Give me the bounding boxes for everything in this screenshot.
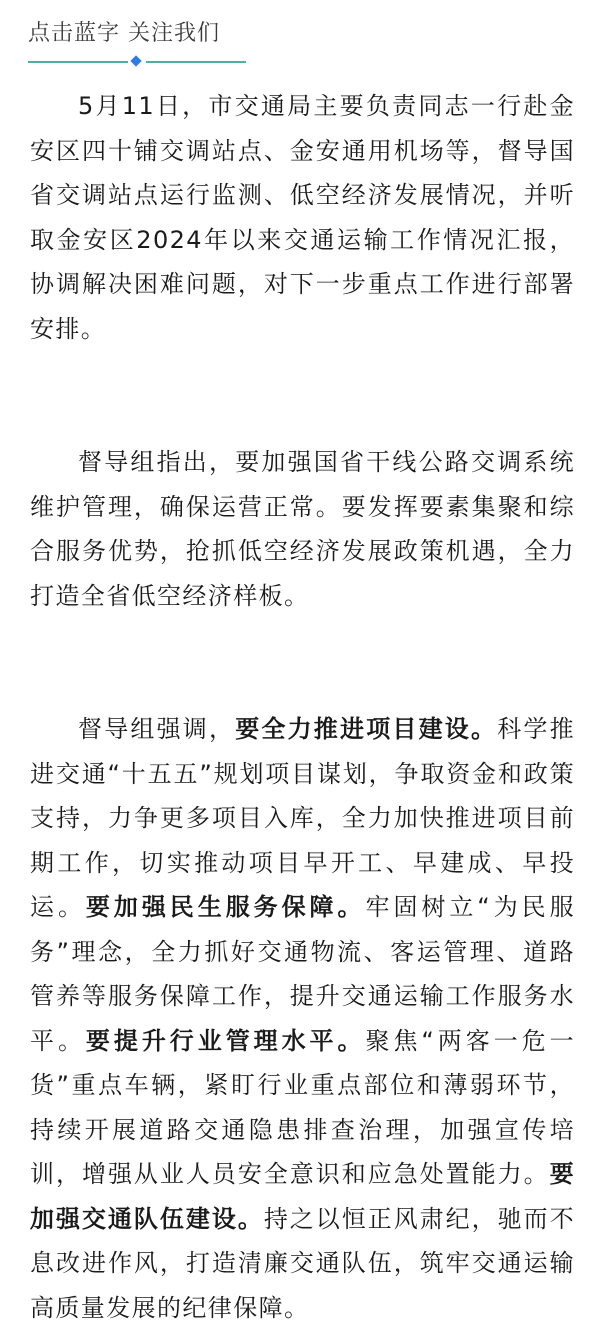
divider-line-left: [28, 61, 128, 63]
article-body: [30, 84, 575, 1330]
paragraph-1: 5月11日，市交通局主要负责同志一行赴金安区四十铺交调站点、金安通用机场等，督导国省交调站点运行监测、低空经济发展情况，并听取金安区2024年以来交通运输工作情况汇报，协调解决困难问题，对下一步重点工作进行部署安排。: [30, 92, 575, 343]
emphasis-project-construction: 要全力推进项目建设。: [235, 715, 498, 743]
emphasis-livelihood-service: 要加强民生服务保障。: [85, 893, 366, 921]
paragraph-2: 督导组指出，要加强国省干线公路交调系统维护管理，确保运营正常。要发挥要素集聚和综合服务优势，抢抓低空经济发展政策机遇，全力打造全省低空经济样板。: [30, 448, 575, 610]
paragraph-3-text-1: 督导组强调，: [78, 715, 236, 743]
follow-header: [28, 14, 246, 68]
divider-line-right: [146, 61, 246, 63]
diamond-icon: [130, 55, 141, 66]
paragraph-spacer: [30, 618, 575, 707]
paragraph-3-text-4: 聚焦“两客一危一货”重点车辆，紧盯行业重点部位和薄弱环节，持续开展道路交通隐患排查治理，加强宣传培训，增强从业人员安全意识和应急处置能力。: [30, 1026, 576, 1188]
header-divider: [28, 56, 246, 68]
emphasis-team-building: 要加强交通队伍建设。: [30, 1160, 575, 1233]
follow-prompt-text: 点击蓝字 关注我们: [28, 21, 220, 46]
paragraph-3-text-2: 科学推进交通“十五五”规划项目谋划，争取资金和政策支持，力争更多项目入库，全力加快推进项目前期工作，切实推动项目早开工、早建成、早投运。: [30, 715, 576, 921]
paragraph-spacer: [30, 351, 575, 440]
paragraph-3-text-5: 持之以恒正风肃纪，驰而不息改进作风，打造清廉交通队伍，筑牢交通运输高质量发展的纪律保障。: [30, 1204, 575, 1322]
emphasis-industry-management: 要提升行业管理水平。: [85, 1026, 366, 1055]
paragraph-3: [30, 707, 575, 1330]
paragraph-3-text-3: 牢固树立“为民服务”理念，全力抓好交通物流、客运管理、道路管养等服务保障工作，提升交通运输工作服务水平。: [30, 893, 576, 1055]
